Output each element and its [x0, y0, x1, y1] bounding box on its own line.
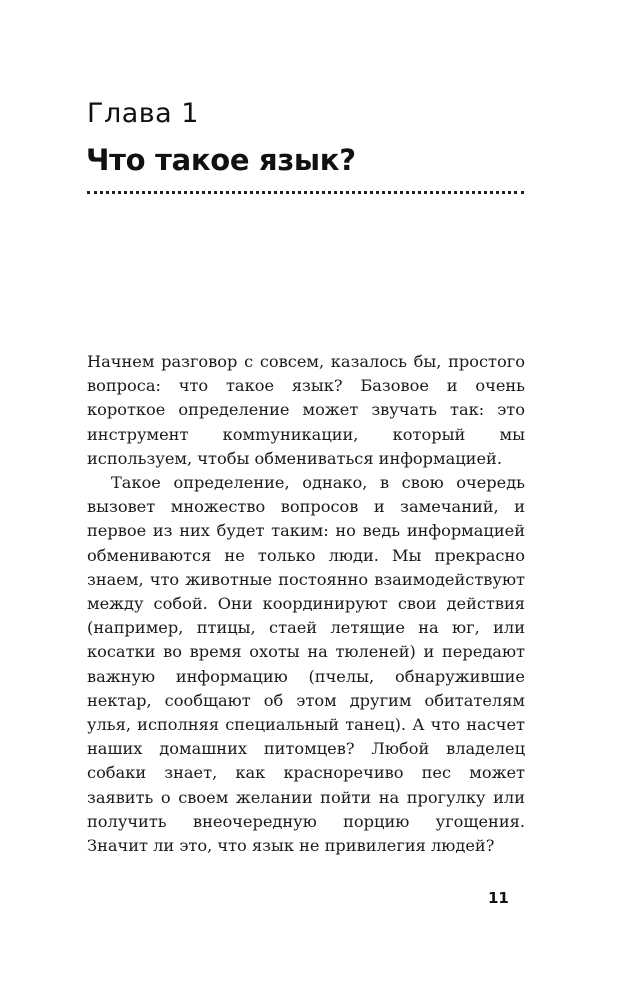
- dotted-divider: [87, 191, 524, 194]
- paragraph-1: Начнем разговор с совсем, казалось бы, простого вопроса: что такое язык? Базовое и очень короткое определение может звучать так: это инструмент комmуникации, который мы используем, чтобы обмениваться информацией.: [87, 352, 525, 468]
- page-number: 11: [488, 889, 509, 907]
- chapter-title: Что такое язык?: [86, 143, 356, 177]
- chapter-label: Глава 1: [87, 98, 199, 129]
- body-text: [87, 350, 525, 858]
- paragraph-2: Такое определение, однако, в свою очередь вызовет множество вопросов и замечаний, и первое из них будет таким: но ведь информацией обмениваются не только люди. Мы прекрасно знаем, что животные постоянно взаимодействуют между собой. Они координируют свои действия (например, птицы, стаей летящие на юг, или косатки во время охоты на тюленей) и передают важную информацию (пчелы, обнаружившие нектар, сообщают об этом другим обитателям улья, исполняя специальный танец). А что насчет наших домашних питомцев? Любой владелец собаки знает, как красноречиво пес может заявить о своем желании пойти на прогулку или получить внеочередную порцию угощения. Значит ли это, что язык не привилегия людей?: [87, 473, 525, 856]
